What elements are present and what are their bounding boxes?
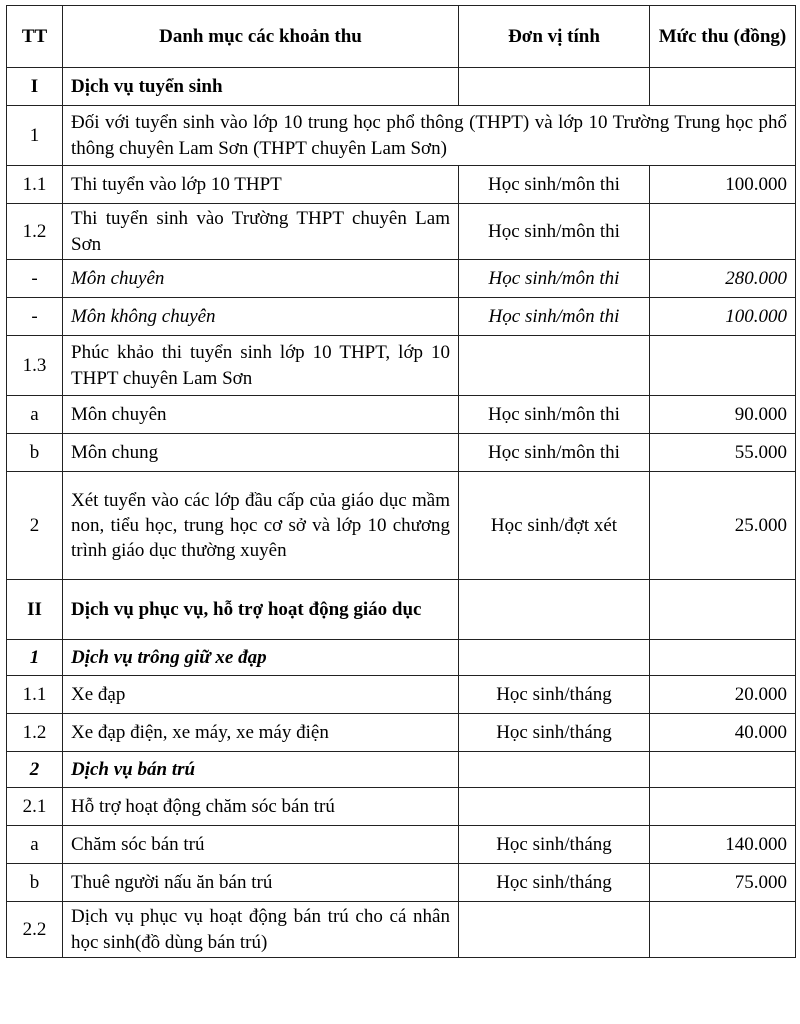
fee-amount	[650, 902, 796, 958]
fee-unit	[459, 788, 650, 826]
fee-item-name: Thi tuyển vào lớp 10 THPT	[63, 166, 459, 204]
fee-item-name: Chăm sóc bán trú	[63, 826, 459, 864]
fee-amount	[650, 580, 796, 640]
row-number: 1.3	[7, 336, 63, 396]
fee-amount	[650, 640, 796, 676]
row-number: II	[7, 580, 63, 640]
fee-unit	[459, 752, 650, 788]
header-tt: TT	[7, 6, 63, 68]
fee-item-name: Dịch vụ phục vụ, hỗ trợ hoạt động giáo dục	[63, 580, 459, 640]
fee-amount	[650, 68, 796, 106]
fee-unit: Học sinh/tháng	[459, 714, 650, 752]
fee-amount: 280.000	[650, 260, 796, 298]
fee-amount	[650, 204, 796, 260]
fee-item-name: Dịch vụ tuyển sinh	[63, 68, 459, 106]
fee-unit: Học sinh/môn thi	[459, 434, 650, 472]
fee-unit	[459, 640, 650, 676]
row-number: b	[7, 864, 63, 902]
row-number: -	[7, 298, 63, 336]
fee-item-name: Hỗ trợ hoạt động chăm sóc bán trú	[63, 788, 459, 826]
fee-item-name: Dịch vụ trông giữ xe đạp	[63, 640, 459, 676]
row-number: 1.2	[7, 204, 63, 260]
fee-unit: Học sinh/môn thi	[459, 166, 650, 204]
fee-unit: Học sinh/môn thi	[459, 396, 650, 434]
fee-amount: 40.000	[650, 714, 796, 752]
fee-item-name: Thi tuyển sinh vào Trường THPT chuyên Lam Sơn	[63, 204, 459, 260]
row-number: 2.1	[7, 788, 63, 826]
fee-unit: Học sinh/tháng	[459, 826, 650, 864]
fee-item-name: Môn không chuyên	[63, 298, 459, 336]
table-row	[7, 640, 796, 676]
fee-item-name: Xe đạp	[63, 676, 459, 714]
fee-table	[6, 5, 796, 958]
table-row	[7, 434, 796, 472]
fee-item-name: Phúc khảo thi tuyển sinh lớp 10 THPT, lớp 10 THPT chuyên Lam Sơn	[63, 336, 459, 396]
row-number: 1.2	[7, 714, 63, 752]
row-number: 2.2	[7, 902, 63, 958]
header-fee: Mức thu (đồng)	[650, 6, 796, 68]
row-number: 1.1	[7, 166, 63, 204]
fee-unit: Học sinh/môn thi	[459, 298, 650, 336]
table-row	[7, 472, 796, 580]
fee-item-name: Môn chuyên	[63, 260, 459, 298]
fee-item-name: Dịch vụ bán trú	[63, 752, 459, 788]
table-row	[7, 714, 796, 752]
fee-amount	[650, 336, 796, 396]
fee-unit: Học sinh/môn thi	[459, 260, 650, 298]
table-row	[7, 676, 796, 714]
fee-unit	[459, 68, 650, 106]
row-number: 1	[7, 640, 63, 676]
row-number: 1	[7, 106, 63, 166]
fee-item-name: Xe đạp điện, xe máy, xe máy điện	[63, 714, 459, 752]
fee-amount: 25.000	[650, 472, 796, 580]
row-number: 2	[7, 752, 63, 788]
fee-item-name: Môn chung	[63, 434, 459, 472]
fee-amount: 100.000	[650, 166, 796, 204]
fee-amount: 100.000	[650, 298, 796, 336]
table-row	[7, 336, 796, 396]
header-unit: Đơn vị tính	[459, 6, 650, 68]
row-number: 2	[7, 472, 63, 580]
row-number: 1.1	[7, 676, 63, 714]
table-row	[7, 260, 796, 298]
table-row	[7, 752, 796, 788]
table-row	[7, 580, 796, 640]
table-row	[7, 68, 796, 106]
row-number: I	[7, 68, 63, 106]
table-row	[7, 298, 796, 336]
table-row	[7, 106, 796, 166]
fee-unit	[459, 580, 650, 640]
table-row	[7, 902, 796, 958]
table-row	[7, 204, 796, 260]
fee-amount: 75.000	[650, 864, 796, 902]
fee-unit: Học sinh/tháng	[459, 676, 650, 714]
fee-amount: 140.000	[650, 826, 796, 864]
fee-item-name: Đối với tuyển sinh vào lớp 10 trung học phổ thông (THPT) và lớp 10 Trường Trung học phổ thông chuyên Lam Sơn (THPT chuyên Lam Sơn)	[63, 106, 796, 166]
fee-amount: 20.000	[650, 676, 796, 714]
table-row	[7, 826, 796, 864]
fee-amount	[650, 788, 796, 826]
fee-table-body	[7, 68, 796, 958]
fee-amount: 55.000	[650, 434, 796, 472]
row-number: a	[7, 396, 63, 434]
row-number: -	[7, 260, 63, 298]
row-number: b	[7, 434, 63, 472]
fee-unit: Học sinh/đợt xét	[459, 472, 650, 580]
fee-unit: Học sinh/môn thi	[459, 204, 650, 260]
table-header-row	[7, 6, 796, 68]
fee-unit	[459, 902, 650, 958]
table-row	[7, 864, 796, 902]
fee-item-name: Xét tuyển vào các lớp đầu cấp của giáo dục mầm non, tiểu học, trung học cơ sở và lớp 10 chương trình giáo dục thường xuyên	[63, 472, 459, 580]
fee-unit: Học sinh/tháng	[459, 864, 650, 902]
fee-item-name: Môn chuyên	[63, 396, 459, 434]
header-name: Danh mục các khoản thu	[63, 6, 459, 68]
table-row	[7, 166, 796, 204]
fee-amount	[650, 752, 796, 788]
fee-amount: 90.000	[650, 396, 796, 434]
row-number: a	[7, 826, 63, 864]
fee-item-name: Dịch vụ phục vụ hoạt động bán trú cho cá nhân học sinh(đồ dùng bán trú)	[63, 902, 459, 958]
fee-unit	[459, 336, 650, 396]
table-row	[7, 788, 796, 826]
table-row	[7, 396, 796, 434]
fee-item-name: Thuê người nấu ăn bán trú	[63, 864, 459, 902]
